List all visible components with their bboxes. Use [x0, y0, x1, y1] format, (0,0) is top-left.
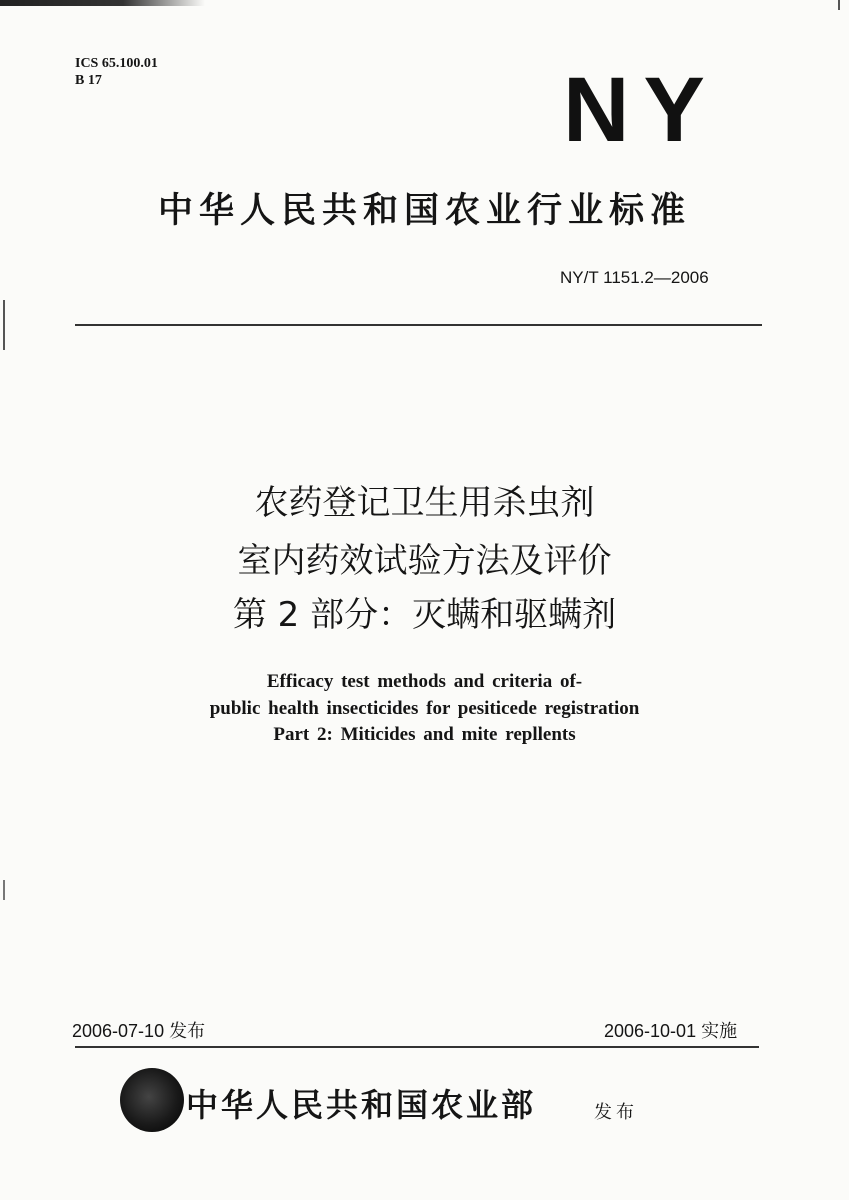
title-zh-line-3: 第 2 部分：灭螨和驱螨剂 [232, 595, 617, 635]
standard-title: 中华人民共和国农业行业标准 [157, 190, 691, 231]
ny-logo: NY [563, 59, 719, 161]
title-en-line-1: Efficacy test methods and criteria of- [266, 671, 583, 692]
scan-artifact [3, 300, 5, 350]
title-en-line-2: public health insecticides for pesiticede registration [209, 698, 640, 719]
issue-date: 2006-07-10 发布 [72, 1021, 206, 1041]
publisher-name: 中华人民共和国农业部 [186, 1086, 537, 1124]
scan-artifact [3, 880, 5, 900]
classification-code: B 17 [75, 73, 102, 88]
scan-artifact [838, 0, 840, 10]
title-zh-line-2: 室内药效试验方法及评价 [237, 541, 612, 581]
title-en-line-3: Part 2: Miticides and mite repllents [273, 724, 576, 745]
ministry-seal-icon [120, 1068, 184, 1132]
implementation-date: 2006-10-01 实施 [604, 1021, 738, 1041]
scan-artifact [0, 0, 205, 6]
ics-code: ICS 65.100.01 [75, 56, 158, 71]
standard-code: NY/T 1151.2—2006 [560, 268, 709, 287]
divider [75, 324, 762, 326]
publisher-action: 发布 [594, 1102, 638, 1123]
divider [75, 1046, 759, 1048]
title-zh-line-1: 农药登记卫生用杀虫剂 [254, 483, 595, 523]
